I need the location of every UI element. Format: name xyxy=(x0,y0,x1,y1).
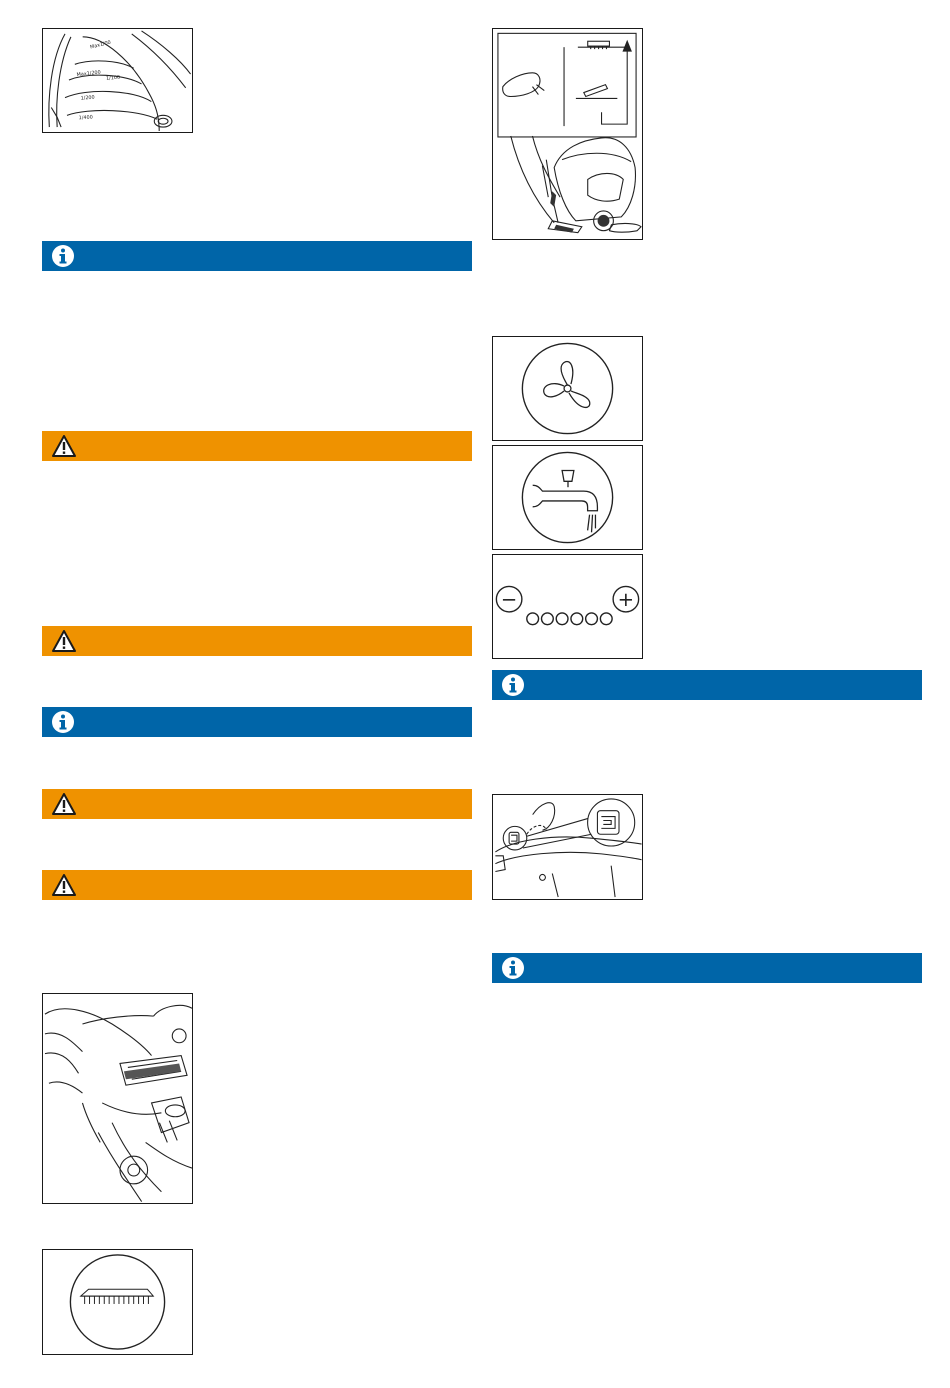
dose-label-4: 1/200 xyxy=(80,94,95,102)
minus-sign: − xyxy=(500,588,518,612)
vacuum-fan-symbol xyxy=(492,336,643,441)
warning-icon xyxy=(50,872,78,898)
dose-label-3: 1/100 xyxy=(105,74,121,82)
dose-label-2: Max1/200 xyxy=(76,69,102,79)
warning-bar xyxy=(42,431,472,461)
info-icon xyxy=(500,672,528,698)
dose-label-5: 1/400 xyxy=(78,114,93,122)
warning-icon xyxy=(50,791,78,817)
dose-label-1: Max1/00 xyxy=(89,39,112,51)
plus-sign: + xyxy=(617,588,635,612)
warning-icon xyxy=(50,433,78,459)
brush-install-illustration xyxy=(42,993,193,1204)
info-bar xyxy=(492,670,922,700)
info-icon xyxy=(500,955,528,981)
brush-symbol-illustration xyxy=(42,1249,193,1355)
warning-bar xyxy=(42,789,472,819)
warning-bar xyxy=(42,626,472,656)
info-icon xyxy=(50,709,78,735)
water-tap-symbol xyxy=(492,445,643,550)
flow-adjust-symbol xyxy=(492,554,643,659)
handle-switch-illustration xyxy=(492,794,643,900)
info-bar xyxy=(42,707,472,737)
warning-bar xyxy=(42,870,472,900)
info-icon xyxy=(50,243,78,269)
detergent-dose-illustration xyxy=(42,28,193,133)
info-bar xyxy=(42,241,472,271)
info-bar xyxy=(492,953,922,983)
warning-icon xyxy=(50,628,78,654)
pedal-brush-lift-illustration xyxy=(492,28,643,240)
